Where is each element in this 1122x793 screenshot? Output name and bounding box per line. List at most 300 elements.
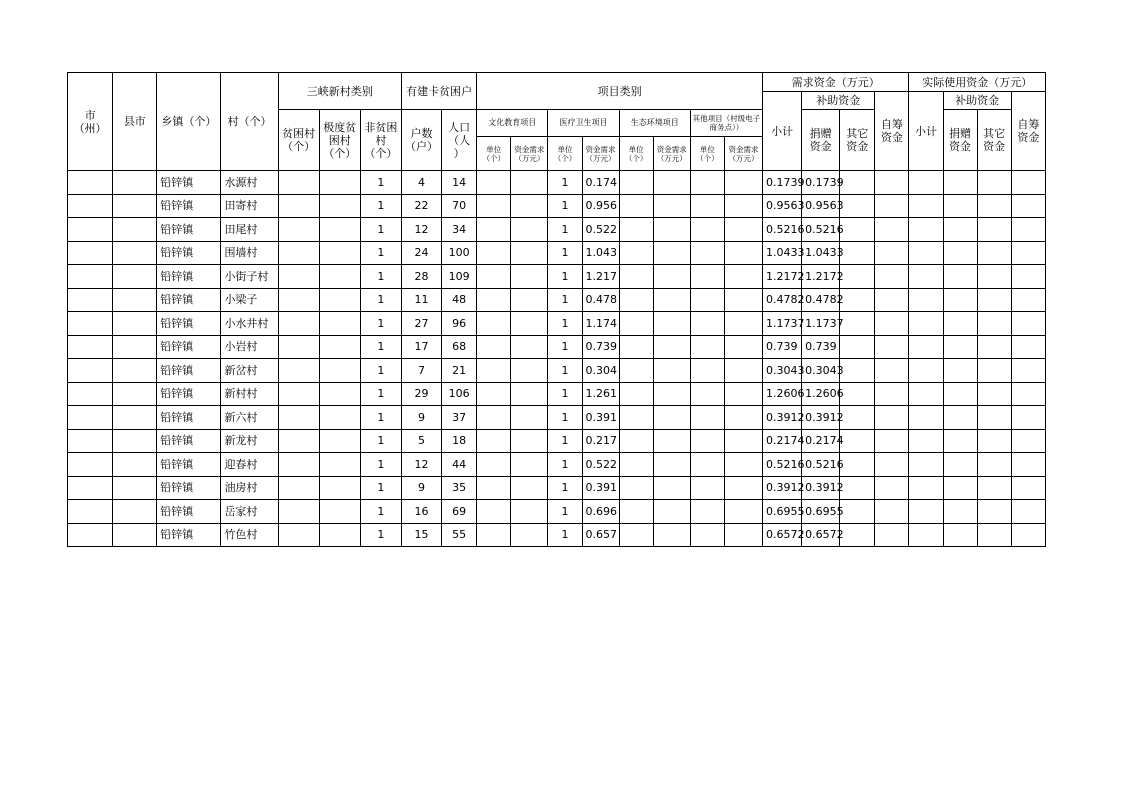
cell-med-unit: 1 bbox=[548, 523, 582, 547]
cell-town: 铅锌镇 bbox=[157, 500, 221, 524]
empty-cell bbox=[909, 288, 943, 312]
empty-cell bbox=[840, 406, 875, 430]
cell-subtotal: 1.0433 bbox=[763, 241, 802, 265]
empty-cell bbox=[511, 218, 548, 242]
empty-cell bbox=[840, 265, 875, 289]
empty-cell bbox=[278, 453, 319, 477]
table-row bbox=[68, 382, 1046, 406]
table-body bbox=[68, 171, 1046, 547]
empty-cell bbox=[278, 429, 319, 453]
cell-non-poor: 1 bbox=[360, 265, 401, 289]
cell-med-unit: 1 bbox=[548, 265, 582, 289]
empty-cell bbox=[909, 194, 943, 218]
cell-population: 68 bbox=[442, 335, 477, 359]
empty-cell bbox=[278, 406, 319, 430]
cell-non-poor: 1 bbox=[360, 218, 401, 242]
empty-cell bbox=[477, 194, 511, 218]
empty-cell bbox=[511, 476, 548, 500]
empty-cell bbox=[1011, 523, 1045, 547]
empty-cell bbox=[943, 406, 977, 430]
table-row bbox=[68, 194, 1046, 218]
table-row bbox=[68, 171, 1046, 195]
empty-cell bbox=[278, 265, 319, 289]
cell-town: 铅锌镇 bbox=[157, 241, 221, 265]
cell-households: 29 bbox=[402, 382, 442, 406]
table-row bbox=[68, 476, 1046, 500]
cell-households: 9 bbox=[402, 476, 442, 500]
empty-cell bbox=[511, 312, 548, 336]
empty-cell bbox=[477, 265, 511, 289]
cell-donated: 0.5216 bbox=[802, 453, 840, 477]
header-county: 县市 bbox=[113, 73, 157, 171]
cell-village: 小街子村 bbox=[221, 265, 278, 289]
empty-cell bbox=[619, 406, 653, 430]
empty-cell bbox=[619, 288, 653, 312]
empty-cell bbox=[875, 218, 909, 242]
empty-cell bbox=[840, 288, 875, 312]
empty-cell bbox=[875, 194, 909, 218]
empty-cell bbox=[977, 359, 1011, 383]
table-row bbox=[68, 218, 1046, 242]
empty-cell bbox=[477, 406, 511, 430]
header-fund-demand: 资金需求 （万元） bbox=[582, 137, 619, 171]
cell-subtotal: 0.3912 bbox=[763, 476, 802, 500]
cell-non-poor: 1 bbox=[360, 453, 401, 477]
empty-cell bbox=[977, 218, 1011, 242]
cell-donated: 0.3912 bbox=[802, 406, 840, 430]
empty-cell bbox=[909, 476, 943, 500]
cell-subtotal: 0.6955 bbox=[763, 500, 802, 524]
header-medical: 医疗卫生项目 bbox=[548, 110, 619, 137]
header-actual-funds: 实际使用资金（万元） bbox=[909, 73, 1046, 92]
empty-cell bbox=[875, 241, 909, 265]
cell-non-poor: 1 bbox=[360, 335, 401, 359]
cell-non-poor: 1 bbox=[360, 476, 401, 500]
empty-cell bbox=[977, 288, 1011, 312]
cell-households: 9 bbox=[402, 406, 442, 430]
cell-households: 7 bbox=[402, 359, 442, 383]
cell-population: 21 bbox=[442, 359, 477, 383]
empty-cell bbox=[113, 476, 157, 500]
empty-cell bbox=[653, 312, 690, 336]
empty-cell bbox=[511, 453, 548, 477]
empty-cell bbox=[840, 429, 875, 453]
cell-med-fund: 0.522 bbox=[582, 218, 619, 242]
empty-cell bbox=[724, 382, 762, 406]
cell-village: 迎春村 bbox=[221, 453, 278, 477]
cell-non-poor: 1 bbox=[360, 194, 401, 218]
empty-cell bbox=[977, 171, 1011, 195]
empty-cell bbox=[278, 476, 319, 500]
cell-village: 新龙村 bbox=[221, 429, 278, 453]
empty-cell bbox=[113, 429, 157, 453]
cell-subtotal: 0.5216 bbox=[763, 453, 802, 477]
empty-cell bbox=[1011, 171, 1045, 195]
empty-cell bbox=[690, 194, 724, 218]
empty-cell bbox=[943, 335, 977, 359]
empty-cell bbox=[278, 241, 319, 265]
header-unit: 单位 （个） bbox=[477, 137, 511, 171]
empty-cell bbox=[977, 335, 1011, 359]
table-row bbox=[68, 241, 1046, 265]
empty-cell bbox=[511, 406, 548, 430]
empty-cell bbox=[690, 312, 724, 336]
empty-cell bbox=[278, 171, 319, 195]
empty-cell bbox=[909, 312, 943, 336]
empty-cell bbox=[724, 171, 762, 195]
empty-cell bbox=[1011, 453, 1045, 477]
empty-cell bbox=[619, 453, 653, 477]
cell-households: 28 bbox=[402, 265, 442, 289]
cell-town: 铅锌镇 bbox=[157, 359, 221, 383]
empty-cell bbox=[477, 500, 511, 524]
empty-cell bbox=[113, 335, 157, 359]
empty-cell bbox=[909, 429, 943, 453]
empty-cell bbox=[690, 429, 724, 453]
header-poor-village: 贫困村 （个） bbox=[278, 110, 319, 171]
empty-cell bbox=[319, 265, 360, 289]
empty-cell bbox=[278, 194, 319, 218]
cell-subtotal: 0.5216 bbox=[763, 218, 802, 242]
empty-cell bbox=[511, 241, 548, 265]
empty-cell bbox=[1011, 500, 1045, 524]
cell-town: 铅锌镇 bbox=[157, 312, 221, 336]
table-row bbox=[68, 335, 1046, 359]
empty-cell bbox=[690, 406, 724, 430]
header-demand-other-funds: 其它 资金 bbox=[840, 110, 875, 171]
empty-cell bbox=[619, 241, 653, 265]
cell-village: 围墙村 bbox=[221, 241, 278, 265]
empty-cell bbox=[68, 429, 113, 453]
empty-cell bbox=[619, 335, 653, 359]
empty-cell bbox=[477, 523, 511, 547]
table-row bbox=[68, 312, 1046, 336]
cell-town: 铅锌镇 bbox=[157, 523, 221, 547]
cell-village: 田尾村 bbox=[221, 218, 278, 242]
cell-donated: 1.2172 bbox=[802, 265, 840, 289]
cell-village: 油房村 bbox=[221, 476, 278, 500]
empty-cell bbox=[477, 476, 511, 500]
empty-cell bbox=[278, 359, 319, 383]
cell-donated: 0.739 bbox=[802, 335, 840, 359]
empty-cell bbox=[875, 265, 909, 289]
empty-cell bbox=[690, 288, 724, 312]
cell-donated: 0.3912 bbox=[802, 476, 840, 500]
cell-population: 70 bbox=[442, 194, 477, 218]
empty-cell bbox=[511, 500, 548, 524]
cell-med-fund: 0.391 bbox=[582, 476, 619, 500]
empty-cell bbox=[875, 288, 909, 312]
cell-subtotal: 1.2172 bbox=[763, 265, 802, 289]
empty-cell bbox=[977, 476, 1011, 500]
empty-cell bbox=[840, 218, 875, 242]
empty-cell bbox=[690, 218, 724, 242]
empty-cell bbox=[909, 406, 943, 430]
empty-cell bbox=[653, 288, 690, 312]
empty-cell bbox=[511, 288, 548, 312]
header-demand-subtotal: 小计 bbox=[763, 92, 802, 171]
cell-med-unit: 1 bbox=[548, 171, 582, 195]
empty-cell bbox=[1011, 241, 1045, 265]
empty-cell bbox=[511, 429, 548, 453]
cell-subtotal: 0.9563 bbox=[763, 194, 802, 218]
cell-med-fund: 1.217 bbox=[582, 265, 619, 289]
empty-cell bbox=[977, 241, 1011, 265]
empty-cell bbox=[909, 335, 943, 359]
cell-donated: 0.4782 bbox=[802, 288, 840, 312]
empty-cell bbox=[68, 288, 113, 312]
header-unit: 单位 （个） bbox=[690, 137, 724, 171]
header-other: 其他项目（村级电子商务点）） bbox=[690, 110, 762, 137]
empty-cell bbox=[724, 312, 762, 336]
cell-non-poor: 1 bbox=[360, 500, 401, 524]
cell-households: 27 bbox=[402, 312, 442, 336]
empty-cell bbox=[477, 335, 511, 359]
header-demand-self-raised: 自筹 资金 bbox=[875, 92, 909, 171]
empty-cell bbox=[68, 218, 113, 242]
empty-cell bbox=[1011, 382, 1045, 406]
cell-med-fund: 0.304 bbox=[582, 359, 619, 383]
empty-cell bbox=[319, 312, 360, 336]
empty-cell bbox=[909, 218, 943, 242]
cell-med-fund: 0.391 bbox=[582, 406, 619, 430]
cell-med-unit: 1 bbox=[548, 406, 582, 430]
empty-cell bbox=[653, 523, 690, 547]
empty-cell bbox=[690, 453, 724, 477]
empty-cell bbox=[113, 288, 157, 312]
empty-cell bbox=[113, 359, 157, 383]
empty-cell bbox=[690, 382, 724, 406]
empty-cell bbox=[1011, 312, 1045, 336]
cell-town: 铅锌镇 bbox=[157, 265, 221, 289]
empty-cell bbox=[875, 476, 909, 500]
empty-cell bbox=[875, 335, 909, 359]
empty-cell bbox=[909, 382, 943, 406]
cell-donated: 0.1739 bbox=[802, 171, 840, 195]
empty-cell bbox=[840, 171, 875, 195]
cell-town: 铅锌镇 bbox=[157, 453, 221, 477]
cell-town: 铅锌镇 bbox=[157, 476, 221, 500]
empty-cell bbox=[477, 429, 511, 453]
empty-cell bbox=[943, 382, 977, 406]
empty-cell bbox=[319, 500, 360, 524]
cell-village: 竹色村 bbox=[221, 523, 278, 547]
empty-cell bbox=[619, 476, 653, 500]
empty-cell bbox=[840, 453, 875, 477]
empty-cell bbox=[977, 523, 1011, 547]
empty-cell bbox=[278, 335, 319, 359]
cell-non-poor: 1 bbox=[360, 171, 401, 195]
cell-village: 小梁子 bbox=[221, 288, 278, 312]
cell-non-poor: 1 bbox=[360, 382, 401, 406]
empty-cell bbox=[977, 453, 1011, 477]
table-row bbox=[68, 453, 1046, 477]
header-town: 乡镇（个） bbox=[157, 73, 221, 171]
empty-cell bbox=[840, 500, 875, 524]
cell-med-fund: 1.261 bbox=[582, 382, 619, 406]
cell-population: 100 bbox=[442, 241, 477, 265]
empty-cell bbox=[319, 335, 360, 359]
empty-cell bbox=[840, 359, 875, 383]
header-unit: 单位 （个） bbox=[548, 137, 582, 171]
cell-donated: 0.9563 bbox=[802, 194, 840, 218]
empty-cell bbox=[875, 500, 909, 524]
cell-population: 18 bbox=[442, 429, 477, 453]
empty-cell bbox=[943, 265, 977, 289]
header-ecology: 生态环境项目 bbox=[619, 110, 690, 137]
empty-cell bbox=[653, 429, 690, 453]
empty-cell bbox=[511, 523, 548, 547]
cell-non-poor: 1 bbox=[360, 359, 401, 383]
header-fund-demand: 资金需求 （万元） bbox=[511, 137, 548, 171]
header-culture-edu: 文化教育项目 bbox=[477, 110, 548, 137]
empty-cell bbox=[943, 523, 977, 547]
empty-cell bbox=[840, 312, 875, 336]
empty-cell bbox=[619, 359, 653, 383]
cell-med-fund: 1.174 bbox=[582, 312, 619, 336]
empty-cell bbox=[113, 241, 157, 265]
empty-cell bbox=[943, 194, 977, 218]
empty-cell bbox=[319, 171, 360, 195]
empty-cell bbox=[278, 500, 319, 524]
cell-population: 109 bbox=[442, 265, 477, 289]
empty-cell bbox=[619, 500, 653, 524]
cell-population: 48 bbox=[442, 288, 477, 312]
empty-cell bbox=[1011, 265, 1045, 289]
empty-cell bbox=[113, 171, 157, 195]
empty-cell bbox=[68, 359, 113, 383]
empty-cell bbox=[278, 288, 319, 312]
cell-town: 铅锌镇 bbox=[157, 218, 221, 242]
cell-subtotal: 0.3912 bbox=[763, 406, 802, 430]
empty-cell bbox=[511, 335, 548, 359]
empty-cell bbox=[724, 194, 762, 218]
cell-med-fund: 0.956 bbox=[582, 194, 619, 218]
cell-population: 37 bbox=[442, 406, 477, 430]
empty-cell bbox=[943, 312, 977, 336]
empty-cell bbox=[943, 453, 977, 477]
cell-population: 44 bbox=[442, 453, 477, 477]
cell-households: 15 bbox=[402, 523, 442, 547]
cell-med-fund: 1.043 bbox=[582, 241, 619, 265]
empty-cell bbox=[943, 476, 977, 500]
empty-cell bbox=[977, 382, 1011, 406]
cell-village: 新岔村 bbox=[221, 359, 278, 383]
empty-cell bbox=[511, 194, 548, 218]
empty-cell bbox=[875, 429, 909, 453]
cell-med-unit: 1 bbox=[548, 312, 582, 336]
header-fund-demand: 资金需求 （万元） bbox=[653, 137, 690, 171]
empty-cell bbox=[943, 171, 977, 195]
empty-cell bbox=[619, 194, 653, 218]
cell-non-poor: 1 bbox=[360, 429, 401, 453]
empty-cell bbox=[113, 312, 157, 336]
empty-cell bbox=[477, 359, 511, 383]
cell-population: 34 bbox=[442, 218, 477, 242]
empty-cell bbox=[840, 523, 875, 547]
cell-med-unit: 1 bbox=[548, 359, 582, 383]
empty-cell bbox=[690, 241, 724, 265]
cell-med-unit: 1 bbox=[548, 429, 582, 453]
empty-cell bbox=[724, 359, 762, 383]
cell-med-unit: 1 bbox=[548, 500, 582, 524]
empty-cell bbox=[619, 265, 653, 289]
table-row bbox=[68, 523, 1046, 547]
empty-cell bbox=[319, 453, 360, 477]
empty-cell bbox=[619, 523, 653, 547]
header-actual-subtotal: 小计 bbox=[909, 92, 943, 171]
cell-town: 铅锌镇 bbox=[157, 171, 221, 195]
cell-med-fund: 0.217 bbox=[582, 429, 619, 453]
empty-cell bbox=[690, 171, 724, 195]
cell-donated: 0.5216 bbox=[802, 218, 840, 242]
empty-cell bbox=[1011, 429, 1045, 453]
empty-cell bbox=[619, 312, 653, 336]
cell-subtotal: 0.739 bbox=[763, 335, 802, 359]
empty-cell bbox=[653, 194, 690, 218]
cell-med-unit: 1 bbox=[548, 335, 582, 359]
empty-cell bbox=[909, 241, 943, 265]
empty-cell bbox=[477, 288, 511, 312]
empty-cell bbox=[875, 406, 909, 430]
empty-cell bbox=[113, 194, 157, 218]
empty-cell bbox=[977, 265, 1011, 289]
header-project-category: 项目类别 bbox=[477, 73, 763, 110]
cell-village: 水源村 bbox=[221, 171, 278, 195]
header-fund-demand: 资金需求 （万元） bbox=[724, 137, 762, 171]
empty-cell bbox=[319, 523, 360, 547]
empty-cell bbox=[68, 500, 113, 524]
empty-cell bbox=[943, 359, 977, 383]
empty-cell bbox=[113, 500, 157, 524]
cell-households: 22 bbox=[402, 194, 442, 218]
cell-village: 新村村 bbox=[221, 382, 278, 406]
cell-households: 5 bbox=[402, 429, 442, 453]
empty-cell bbox=[724, 476, 762, 500]
empty-cell bbox=[875, 453, 909, 477]
empty-cell bbox=[511, 171, 548, 195]
cell-population: 96 bbox=[442, 312, 477, 336]
cell-households: 4 bbox=[402, 171, 442, 195]
empty-cell bbox=[875, 312, 909, 336]
empty-cell bbox=[1011, 359, 1045, 383]
cell-population: 69 bbox=[442, 500, 477, 524]
cell-population: 35 bbox=[442, 476, 477, 500]
header-unit: 单位 （个） bbox=[619, 137, 653, 171]
empty-cell bbox=[1011, 194, 1045, 218]
empty-cell bbox=[619, 382, 653, 406]
table-row bbox=[68, 406, 1046, 430]
cell-non-poor: 1 bbox=[360, 523, 401, 547]
cell-population: 55 bbox=[442, 523, 477, 547]
empty-cell bbox=[840, 335, 875, 359]
empty-cell bbox=[653, 382, 690, 406]
cell-donated: 1.2606 bbox=[802, 382, 840, 406]
empty-cell bbox=[68, 171, 113, 195]
empty-cell bbox=[653, 359, 690, 383]
cell-subtotal: 1.2606 bbox=[763, 382, 802, 406]
empty-cell bbox=[113, 523, 157, 547]
empty-cell bbox=[68, 265, 113, 289]
empty-cell bbox=[875, 523, 909, 547]
cell-town: 铅锌镇 bbox=[157, 382, 221, 406]
header-actual-self-raised: 自筹 资金 bbox=[1011, 92, 1045, 171]
empty-cell bbox=[653, 335, 690, 359]
empty-cell bbox=[319, 218, 360, 242]
empty-cell bbox=[943, 218, 977, 242]
empty-cell bbox=[724, 265, 762, 289]
cell-non-poor: 1 bbox=[360, 288, 401, 312]
